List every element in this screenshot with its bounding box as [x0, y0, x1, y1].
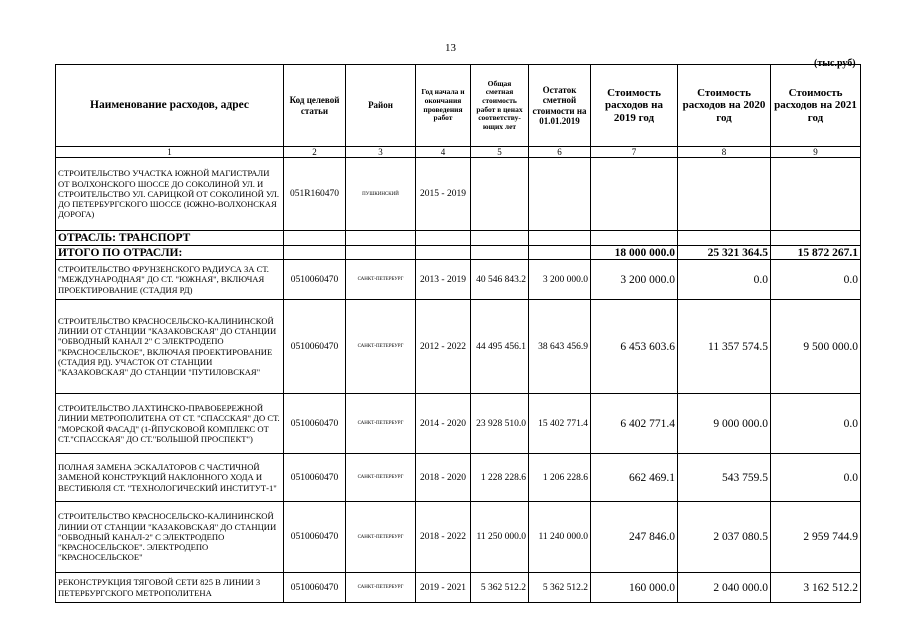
row-years: 2018 - 2022: [416, 502, 471, 573]
table-row: [56, 454, 861, 502]
budget-table: [55, 64, 861, 603]
empty-cell: [529, 158, 591, 231]
header-row: [56, 65, 861, 147]
column-number: 8: [678, 147, 771, 158]
row-cost-2020: 543 759.5: [678, 454, 771, 502]
sector-total-2020: 25 321 364.5: [678, 246, 771, 260]
row-cost-2021: 0.0: [771, 454, 861, 502]
table-row: [56, 394, 861, 454]
row-remainder: 15 402 771.4: [529, 394, 591, 454]
header-cost-2020: Стоимость расходов на 2020 год: [678, 65, 771, 147]
sector-total-2021: 15 872 267.1: [771, 246, 861, 260]
row-cost-2020: 0.0: [678, 260, 771, 300]
column-number: 2: [284, 147, 346, 158]
header-total-cost: Общая сметная стоимость работ в ценах соответству-ющих лет: [471, 65, 529, 147]
empty-cell: [771, 158, 861, 231]
column-number: 1: [56, 147, 284, 158]
row-name: СТРОИТЕЛЬСТВО КРАСНОСЕЛЬСКО-КАЛИНИНСКОЙ ЛИНИИ ОТ СТАНЦИИ "КАЗАКОВСКАЯ" ДО СТАНЦИИ "ОБВОДНЫЙ КАНАЛ 2" С ЭЛЕКТРОДЕПО "КРАСНОСЕЛЬСКОЕ", ВКЛЮЧАЯ ПРОЕКТИРОВАНИЕ (СТАДИЯ РД). УЧАСТОК ОТ СТАНЦИИ "КАЗАКОВСКАЯ" ДО СТАНЦИИ "ПУТИЛОВСКАЯ": [56, 300, 284, 394]
empty-cell: [771, 231, 861, 246]
row-district: САНКТ-ПЕТЕРБУРГ: [346, 394, 416, 454]
header-cost-2021: Стоимость расходов на 2021 год: [771, 65, 861, 147]
row-cost-2021: 3 162 512.2: [771, 573, 861, 603]
empty-cell: [416, 231, 471, 246]
sector-total-2019: 18 000 000.0: [591, 246, 678, 260]
header-code: Код целевой статьи: [284, 65, 346, 147]
units-label: (тыс.руб): [814, 58, 856, 69]
row-code: 0510060470: [284, 502, 346, 573]
row-code: 0510060470: [284, 260, 346, 300]
empty-cell: [284, 231, 346, 246]
row-district: ПУШКИНСКИЙ: [346, 158, 416, 231]
sector-total-row: [56, 246, 861, 260]
row-name: СТРОИТЕЛЬСТВО ЛАХТИНСКО-ПРАВОБЕРЕЖНОЙ ЛИНИИ МЕТРОПОЛИТЕНА ОТ СТ. "СПАССКАЯ" ДО СТ. "МОРСКОЙ ФАСАД" (1-ЙПУСКОВОЙ КОМПЛЕКС ОТ СТ."СПАССКАЯ" ДО СТ."БОЛЬШОЙ ПРОСПЕКТ"): [56, 394, 284, 454]
column-number: 4: [416, 147, 471, 158]
row-name: СТРОИТЕЛЬСТВО КРАСНОСЕЛЬСКО-КАЛИНИНСКОЙ ЛИНИИ ОТ СТАНЦИИ "КАЗАКОВСКАЯ" ДО СТАНЦИИ "ОБВОДНЫЙ КАНАЛ-2" С ЭЛЕКТРОДЕПО "КРАСНОСЕЛЬСКОЕ". ЭЛЕКТРОДЕПО "КРАСНОСЕЛЬСКОЕ": [56, 502, 284, 573]
row-cost-2020: 2 037 080.5: [678, 502, 771, 573]
row-cost-2019: 6 402 771.4: [591, 394, 678, 454]
row-total-cost: 44 495 456.1: [471, 300, 529, 394]
empty-cell: [678, 158, 771, 231]
header-remainder: Остаток сметной стоимости на 01.01.2019: [529, 65, 591, 147]
column-number: 5: [471, 147, 529, 158]
row-district: САНКТ-ПЕТЕРБУРГ: [346, 502, 416, 573]
row-district: САНКТ-ПЕТЕРБУРГ: [346, 300, 416, 394]
sector-total-label: ИТОГО ПО ОТРАСЛИ:: [56, 246, 284, 260]
row-remainder: 38 643 456.9: [529, 300, 591, 394]
row-code: 0510060470: [284, 394, 346, 454]
sector-row: [56, 231, 861, 246]
empty-cell: [591, 231, 678, 246]
empty-cell: [471, 158, 529, 231]
table-row: [56, 300, 861, 394]
row-name: СТРОИТЕЛЬСТВО УЧАСТКА ЮЖНОЙ МАГИСТРАЛИ ОТ ВОЛХОНСКОГО ШОССЕ ДО СОКОЛИНОЙ УЛ. И СТРОИТЕЛЬСТВО УЛ. САРИЦКОЙ ОТ СОКОЛИНОЙ УЛ. ДО ПЕТЕРБУРГСКОГО ШОССЕ (ЮЖНО-ВОЛХОНСКАЯ ДОРОГА): [56, 158, 284, 231]
row-years: 2014 - 2020: [416, 394, 471, 454]
row-cost-2021: 0.0: [771, 260, 861, 300]
row-years: 2013 - 2019: [416, 260, 471, 300]
empty-cell: [471, 246, 529, 260]
row-total-cost: 11 250 000.0: [471, 502, 529, 573]
header-district: Район: [346, 65, 416, 147]
row-cost-2019: 6 453 603.6: [591, 300, 678, 394]
row-cost-2021: 0.0: [771, 394, 861, 454]
row-code: 051R160470: [284, 158, 346, 231]
row-district: САНКТ-ПЕТЕРБУРГ: [346, 573, 416, 603]
empty-cell: [591, 158, 678, 231]
row-remainder: 11 240 000.0: [529, 502, 591, 573]
table-row: [56, 260, 861, 300]
row-cost-2019: 160 000.0: [591, 573, 678, 603]
header-years: Год начала и окончания проведения работ: [416, 65, 471, 147]
column-number-row: [56, 147, 861, 158]
row-code: 0510060470: [284, 454, 346, 502]
row-code: 0510060470: [284, 573, 346, 603]
row-cost-2019: 3 200 000.0: [591, 260, 678, 300]
row-total-cost: 23 928 510.0: [471, 394, 529, 454]
empty-cell: [678, 231, 771, 246]
row-name: СТРОИТЕЛЬСТВО ФРУНЗЕНСКОГО РАДИУСА ЗА СТ. "МЕЖДУНАРОДНАЯ" ДО СТ. "ЮЖНАЯ", ВКЛЮЧАЯ ПРОЕКТИРОВАНИЕ (СТАДИЯ РД): [56, 260, 284, 300]
column-number: 3: [346, 147, 416, 158]
row-remainder: 3 200 000.0: [529, 260, 591, 300]
empty-cell: [529, 246, 591, 260]
column-number: 9: [771, 147, 861, 158]
row-district: САНКТ-ПЕТЕРБУРГ: [346, 260, 416, 300]
page-number: 13: [445, 42, 456, 54]
row-name: РЕКОНСТРУКЦИЯ ТЯГОВОЙ СЕТИ 825 В ЛИНИИ 3 ПЕТЕРБУРГСКОГО МЕТРОПОЛИТЕНА: [56, 573, 284, 603]
row-total-cost: 5 362 512.2: [471, 573, 529, 603]
row-name: ПОЛНАЯ ЗАМЕНА ЭСКАЛАТОРОВ С ЧАСТИЧНОЙ ЗАМЕНОЙ КОНСТРУКЦИЙ НАКЛОННОГО ХОДА И ВЕСТИБЮЛЯ СТ. "ТЕХНОЛОГИЧЕСКИЙ ИНСТИТУТ-1": [56, 454, 284, 502]
row-years: 2019 - 2021: [416, 573, 471, 603]
row-years: 2012 - 2022: [416, 300, 471, 394]
table-row: [56, 502, 861, 573]
empty-cell: [284, 246, 346, 260]
empty-cell: [416, 246, 471, 260]
column-number: 6: [529, 147, 591, 158]
sector-label: ОТРАСЛЬ: ТРАНСПОРТ: [56, 231, 284, 246]
header-name: Наименование расходов, адрес: [56, 65, 284, 147]
table-row: [56, 573, 861, 603]
empty-cell: [471, 231, 529, 246]
table-row: [56, 158, 861, 231]
header-cost-2019: Стоимость расходов на 2019 год: [591, 65, 678, 147]
row-cost-2020: 9 000 000.0: [678, 394, 771, 454]
row-remainder: 1 206 228.6: [529, 454, 591, 502]
row-district: САНКТ-ПЕТЕРБУРГ: [346, 454, 416, 502]
row-cost-2019: 247 846.0: [591, 502, 678, 573]
empty-cell: [346, 246, 416, 260]
row-cost-2021: 9 500 000.0: [771, 300, 861, 394]
empty-cell: [529, 231, 591, 246]
row-years: 2018 - 2020: [416, 454, 471, 502]
row-years: 2015 - 2019: [416, 158, 471, 231]
row-total-cost: 1 228 228.6: [471, 454, 529, 502]
row-total-cost: 40 546 843.2: [471, 260, 529, 300]
row-cost-2020: 11 357 574.5: [678, 300, 771, 394]
row-cost-2021: 2 959 744.9: [771, 502, 861, 573]
column-number: 7: [591, 147, 678, 158]
row-cost-2019: 662 469.1: [591, 454, 678, 502]
row-cost-2020: 2 040 000.0: [678, 573, 771, 603]
empty-cell: [346, 231, 416, 246]
row-code: 0510060470: [284, 300, 346, 394]
row-remainder: 5 362 512.2: [529, 573, 591, 603]
